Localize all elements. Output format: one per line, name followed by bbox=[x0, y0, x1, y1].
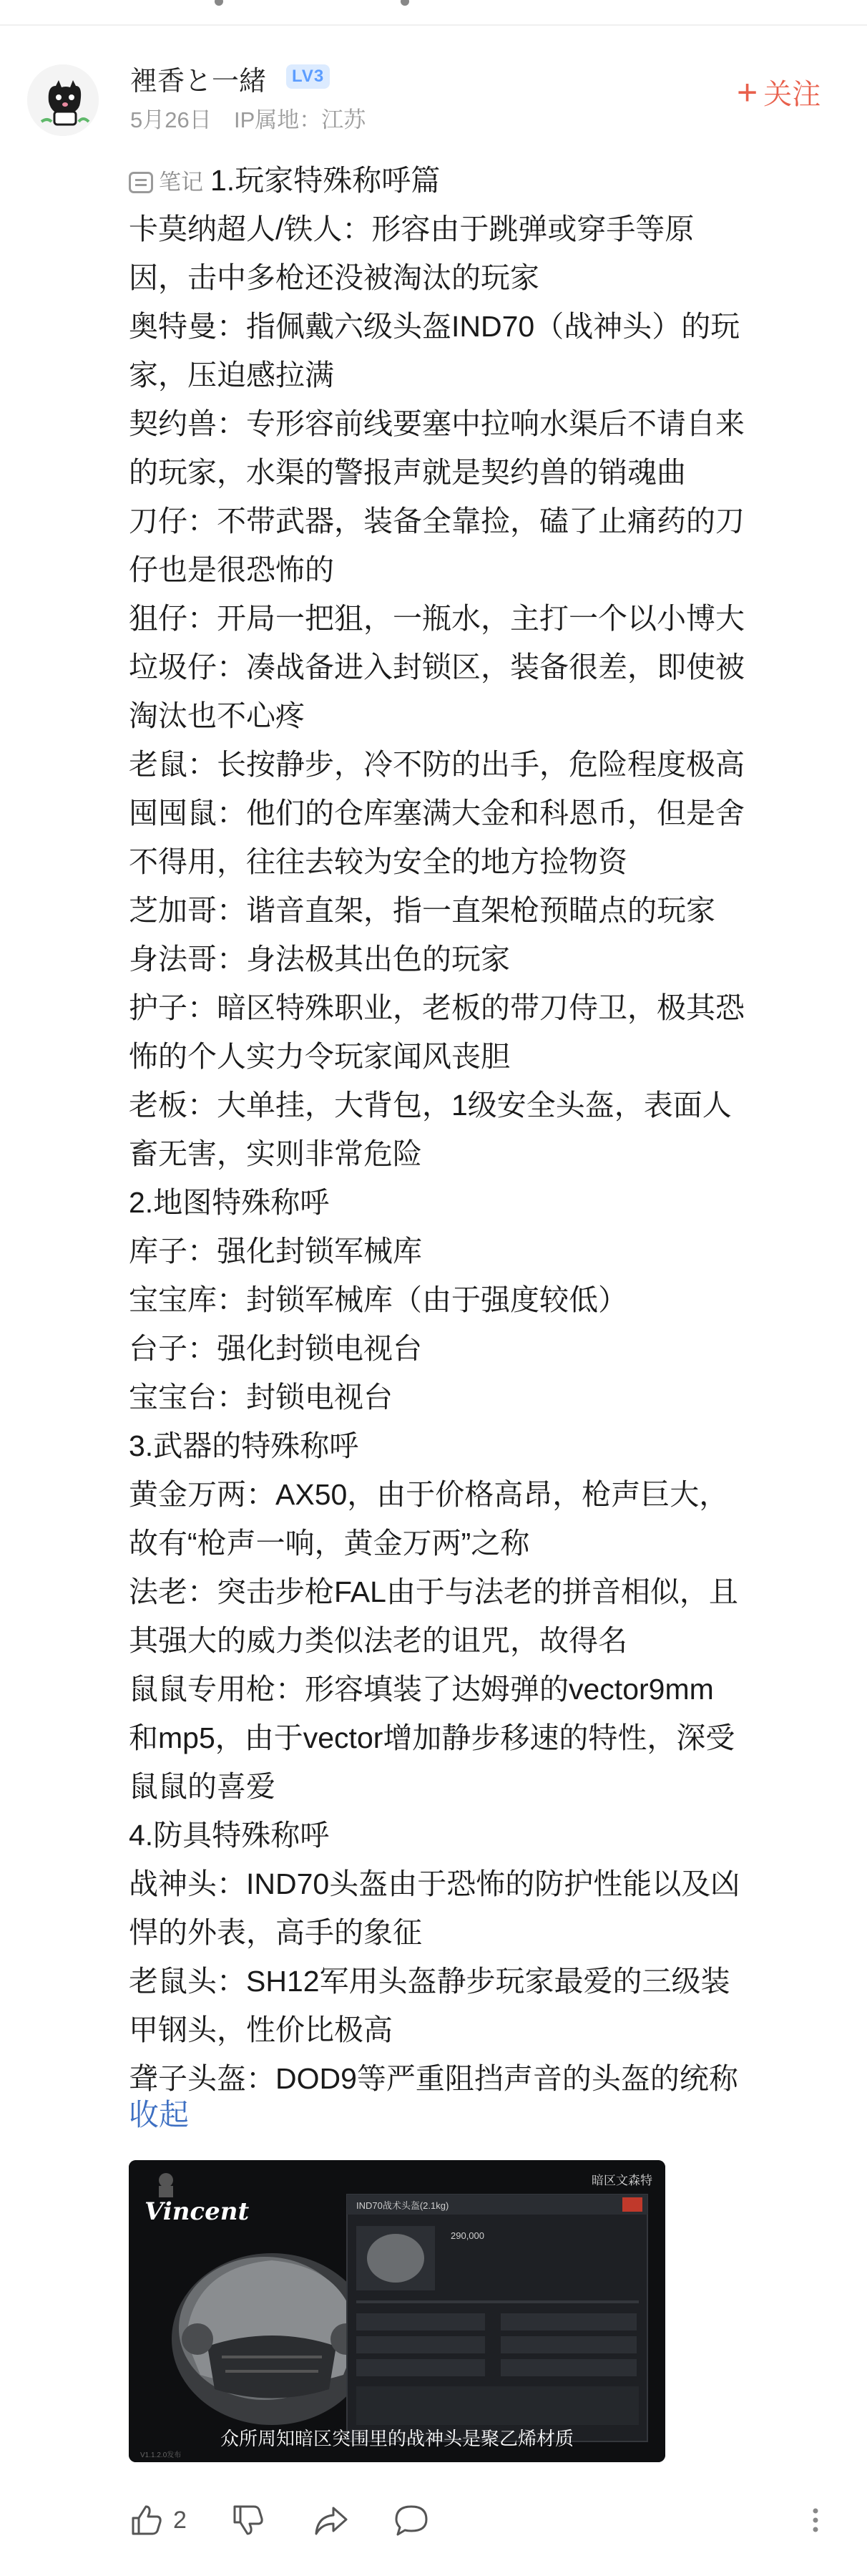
follow-label: 关注 bbox=[763, 79, 821, 110]
post-line: 刀仔：不带武器，装备全靠捡，磕了止痛药的刀 bbox=[129, 505, 745, 538]
post-line: 奥特曼：指佩戴六级头盔IND70（战神头）的玩 bbox=[129, 310, 740, 343]
post-line: 契约兽：专形容前线要塞中拉响水渠后不请自来 bbox=[129, 407, 745, 440]
post-line: 鼠鼠专用枪：形容填装了达姆弹的vector9mm bbox=[129, 1673, 714, 1706]
divider bbox=[0, 24, 867, 26]
more-vertical-icon bbox=[808, 2502, 823, 2538]
post-line: 战神头：IND70头盔由于恐怖的防护性能以及凶 bbox=[129, 1867, 740, 1900]
post-line: 怖的个人实力令玩家闻风丧胆 bbox=[129, 1040, 510, 1073]
post-line: 库子：强化封锁军械库 bbox=[129, 1235, 422, 1268]
image-version-text: V1.1.2.0发布 bbox=[140, 2451, 182, 2459]
post-line: 鼠鼠的喜爱 bbox=[129, 1770, 275, 1803]
dislike-button[interactable] bbox=[230, 2474, 266, 2567]
post-line: 不得用，往往去较为安全的地方捡物资 bbox=[129, 845, 627, 878]
post-line-text: 1.玩家特殊称呼篇 bbox=[210, 164, 441, 197]
post-line: 垃圾仔：凑战备进入封锁区，装备很差，即使被 bbox=[129, 651, 745, 684]
post-line: 3.武器的特殊称呼 bbox=[129, 1429, 359, 1462]
post-line bbox=[129, 156, 844, 205]
cut-off-glyph bbox=[215, 0, 223, 6]
like-button[interactable] bbox=[129, 2474, 187, 2567]
panel-price: 290,000 bbox=[451, 2230, 484, 2241]
level-badge: LV3 bbox=[286, 64, 330, 89]
comment-icon bbox=[392, 2502, 431, 2538]
post-line: 黄金万两：AX50，由于价格高昂，枪声巨大， bbox=[129, 1478, 729, 1511]
post-line: 法老：突击步枪FAL由于与法老的拼音相似，且 bbox=[129, 1575, 738, 1608]
post-line: 宝宝台：封锁电视台 bbox=[129, 1381, 393, 1414]
action-bar bbox=[0, 2474, 867, 2567]
more-options-button[interactable] bbox=[808, 2474, 823, 2567]
comment-button[interactable] bbox=[392, 2474, 431, 2567]
post-line: 家，压迫感拉满 bbox=[129, 359, 334, 392]
post-line: 畜无害，实则非常危险 bbox=[129, 1137, 422, 1170]
panel-title: IND70战术头盔(2.1kg) bbox=[356, 2200, 449, 2211]
note-tag bbox=[129, 158, 203, 207]
collapse-link[interactable]: 收起 bbox=[129, 2098, 190, 2132]
thumbs-down-icon bbox=[230, 2502, 266, 2538]
post-line: 老板：大单挂，大背包，1级安全头盔，表面人 bbox=[129, 1089, 732, 1122]
post-line: 和mp5，由于vector增加静步移速的特性，深受 bbox=[129, 1721, 735, 1754]
username[interactable]: 裡香と一緒 bbox=[130, 67, 267, 97]
avatar[interactable] bbox=[27, 64, 99, 136]
post-line: 其强大的威力类似法老的诅咒，故得名 bbox=[129, 1624, 627, 1657]
image-caption: 众所周知暗区突围里的战神头是聚乙烯材质 bbox=[220, 2428, 574, 2449]
post-line: 故有“枪声一响，黄金万两”之称 bbox=[129, 1527, 530, 1560]
post-line: 2.地图特殊称呼 bbox=[129, 1186, 330, 1219]
post-line: 老鼠头：SH12军用头盔静步玩家最爱的三级装 bbox=[129, 1965, 730, 1998]
cut-off-glyph bbox=[401, 0, 409, 6]
post-line: 老鼠：长按静步，冷不防的出手，危险程度极高 bbox=[129, 748, 745, 781]
previous-content-edge bbox=[0, 0, 867, 24]
post-line: 悍的外表，高手的象征 bbox=[129, 1916, 422, 1949]
post-line: 宝宝库：封锁军械库（由于强度较低） bbox=[129, 1283, 627, 1316]
share-button[interactable] bbox=[312, 2474, 351, 2567]
post-line: 仔也是很恐怖的 bbox=[129, 553, 334, 586]
post-meta bbox=[130, 102, 366, 134]
note-tag-label: 笔记 bbox=[159, 170, 203, 195]
post-line: 卡莫纳超人/铁人：形容由于跳弹或穿手等原 bbox=[129, 213, 695, 246]
plus-icon: + bbox=[737, 72, 758, 112]
post-line: 因，击中多枪还没被淘汰的玩家 bbox=[129, 261, 539, 294]
post-line: 护子：暗区特殊职业，老板的带刀侍卫，极其恐 bbox=[129, 991, 745, 1024]
follow-button[interactable] bbox=[737, 72, 821, 112]
post-header bbox=[0, 43, 867, 143]
post-body bbox=[129, 156, 844, 2103]
note-icon bbox=[129, 172, 153, 193]
ip-location: IP属地：江苏 bbox=[233, 107, 366, 132]
post-line: 身法哥：身法极其出色的玩家 bbox=[129, 943, 510, 976]
post-line: 聋子头盔：DOD9等严重阻挡声音的头盔的统称 bbox=[129, 2062, 738, 2095]
post-line: 狙仔：开局一把狙，一瓶水，主打一个以小博大 bbox=[129, 602, 745, 635]
image-watermark: 暗区文森特 bbox=[592, 2174, 652, 2187]
cat-avatar-icon bbox=[27, 64, 99, 136]
post-line: 淘汰也不心疼 bbox=[129, 699, 305, 732]
thumbs-up-icon bbox=[129, 2502, 165, 2538]
post-line: 甲钢头，性价比极高 bbox=[129, 2013, 393, 2046]
post-line: 的玩家，水渠的警报声就是契约兽的销魂曲 bbox=[129, 456, 686, 489]
image-brand-logo: Vincent bbox=[144, 2197, 250, 2226]
post-image[interactable] bbox=[129, 2160, 665, 2462]
like-count: 2 bbox=[173, 2506, 187, 2534]
post-line: 台子：强化封锁电视台 bbox=[129, 1332, 422, 1365]
post-line: 芝加哥：谐音直架，指一直架枪预瞄点的玩家 bbox=[129, 894, 715, 927]
post-line: 4.防具特殊称呼 bbox=[129, 1819, 330, 1852]
post-date: 5月26日 bbox=[130, 107, 212, 132]
post-line: 囤囤鼠：他们的仓库塞满大金和科恩币，但是舍 bbox=[129, 797, 745, 830]
share-icon bbox=[312, 2502, 351, 2538]
